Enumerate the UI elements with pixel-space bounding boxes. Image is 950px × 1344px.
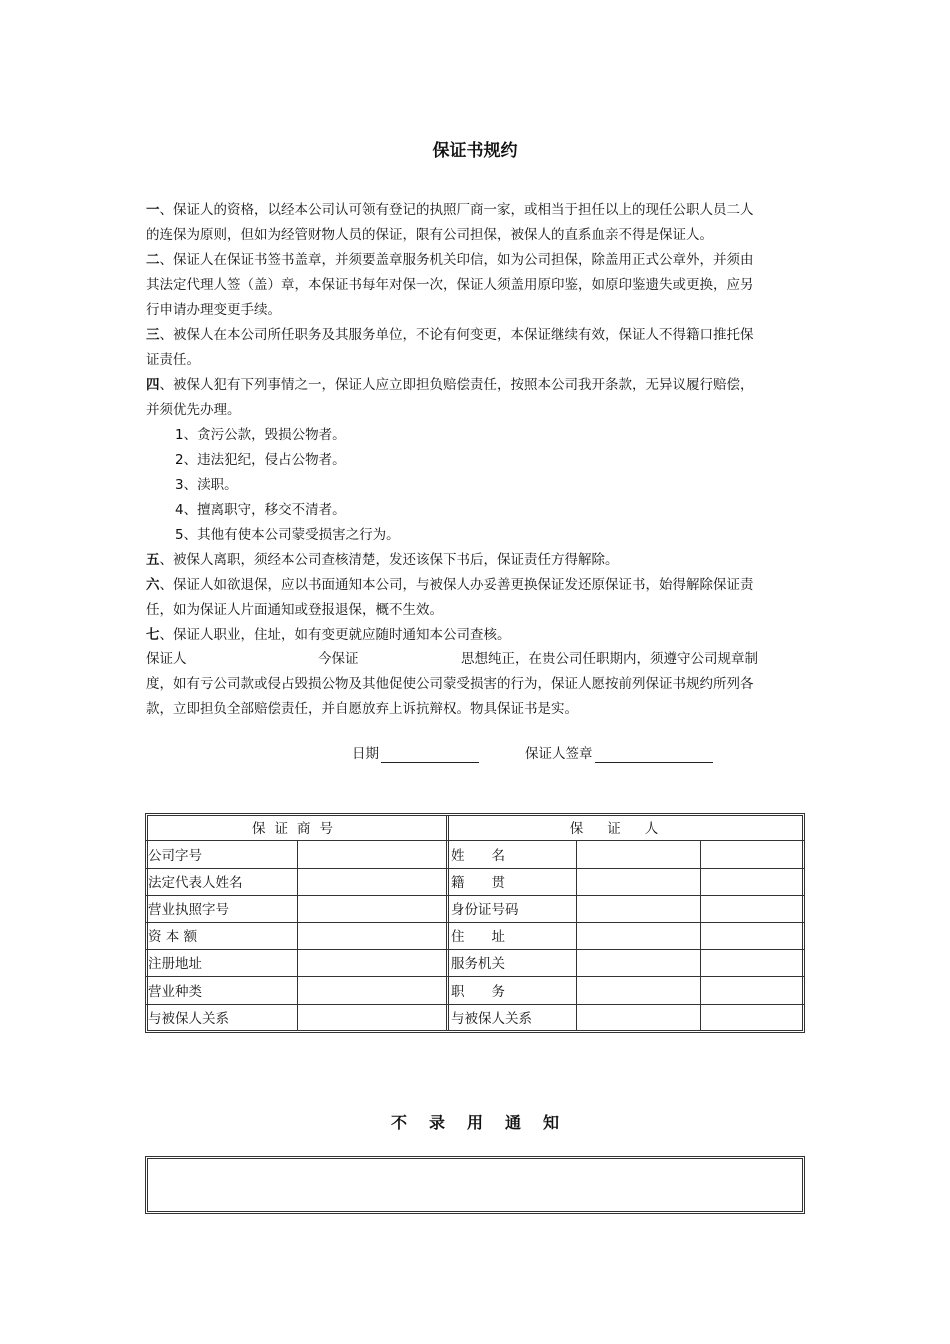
table-row-divider <box>145 868 805 869</box>
clause-6-line-2: 任，如为保证人片面通知或登报退保，概不生效。 <box>146 602 443 618</box>
table-row-label: 籍 贯 <box>451 875 505 891</box>
table-row-label: 营业种类 <box>148 984 202 1000</box>
date-field[interactable] <box>352 745 479 763</box>
table-column-divider <box>297 840 298 1031</box>
table-row-label: 资 本 额 <box>148 929 198 945</box>
clause-3-line-2: 证责任。 <box>146 352 200 368</box>
table-row-label: 注册地址 <box>148 956 202 972</box>
clause-2-number: 二 <box>146 252 160 268</box>
clause-1-number: 一 <box>146 202 160 218</box>
table-row-label: 与被保人关系 <box>451 1011 532 1027</box>
date-blank[interactable] <box>381 748 479 763</box>
pledge-line-1: 思想纯正，在贵公司任职期内，须遵守公司规章制 <box>461 651 758 667</box>
table-column-divider <box>700 840 701 1031</box>
clause-1-text: 、保证人的资格，以经本公司认可领有登记的执照厂商一家，或相当于担任以上的现任公职人员二人 <box>159 202 754 218</box>
pledge-guarantee-label: 今保证 <box>318 651 359 667</box>
pledge-line-3: 款，立即担负全部赔偿责任，并自愿放弃上诉抗辩权。物具保证书是实。 <box>146 701 578 717</box>
clause-7-line-1 <box>146 626 511 644</box>
clause-4-number: 四 <box>146 377 160 393</box>
table-column-divider <box>576 840 577 1031</box>
list-item: 5、其他有使本公司蒙受损害之行为。 <box>175 527 400 543</box>
notice-box[interactable] <box>145 1156 805 1214</box>
table-right-header: 保证人 <box>569 821 683 837</box>
list-item: 1、贪污公款，毁损公物者。 <box>175 427 346 443</box>
clause-5-number: 五 <box>146 552 160 568</box>
table-row-label: 住 址 <box>451 929 505 945</box>
clause-1-line-2: 的连保为原则，但如为经管财物人员的保证，限有公司担保，被保人的直系血亲不得是保证人。 <box>146 227 713 243</box>
list-item: 4、擅离职守，移交不清者。 <box>175 502 346 518</box>
clause-4-text: 、被保人犯有下列事情之一，保证人应立即担负赔偿责任，按照本公司我开条款，无异议履行赔偿， <box>159 377 754 393</box>
clause-6-text: 、保证人如欲退保，应以书面通知本公司，与被保人办妥善更换保证发还原保证书，始得解除保证责 <box>159 577 754 593</box>
list-item: 2、违法犯纪，侵占公物者。 <box>175 452 346 468</box>
clause-3-number: 三 <box>146 327 160 343</box>
signature-blank[interactable] <box>595 748 713 763</box>
clause-6-line-1 <box>146 576 754 594</box>
signature-field[interactable] <box>525 745 713 763</box>
pledge-guarantor-label: 保证人 <box>146 651 187 667</box>
document-title: 保证书规约 <box>432 141 518 161</box>
clause-5-text: 、被保人离职，须经本公司查核清楚，发还该保下书后，保证责任方得解除。 <box>159 552 619 568</box>
clause-7-text: 、保证人职业，住址，如有变更就应随时通知本公司查核。 <box>159 627 511 643</box>
clause-6-number: 六 <box>146 577 160 593</box>
clause-2-text: 、保证人在保证书签书盖章，并须要盖章服务机关印信，如为公司担保，除盖用正式公章外，并须由 <box>159 252 754 268</box>
pledge-line-2: 度，如有亏公司款或侵占毁损公物及其他促使公司蒙受损害的行为，保证人愿按前列保证书规约所列各 <box>146 676 754 692</box>
clause-2-line-2: 其法定代理人签（盖）章，本保证书每年对保一次，保证人须盖用原印鉴，如原印鉴遗失或更换，应另 <box>146 277 754 293</box>
clause-7-number: 七 <box>146 627 160 643</box>
table-row-label: 公司字号 <box>148 848 202 864</box>
clause-4-line-2: 并须优先办理。 <box>146 402 241 418</box>
clause-5-line-1 <box>146 551 619 569</box>
table-header-divider <box>145 840 805 841</box>
table-row-label: 与被保人关系 <box>148 1011 229 1027</box>
table-row-divider <box>145 922 805 923</box>
guarantee-table <box>145 813 805 1033</box>
table-row-label: 服务机关 <box>451 956 505 972</box>
notice-title: 不录用通知 <box>390 1113 581 1132</box>
clause-1-line-1 <box>146 201 754 219</box>
table-row-label: 法定代表人姓名 <box>148 875 243 891</box>
table-row-divider <box>145 895 805 896</box>
table-row-divider <box>145 976 805 977</box>
table-row-divider <box>145 1004 805 1005</box>
table-row-divider <box>145 949 805 950</box>
clause-3-text: 、被保人在本公司所任职务及其服务单位，不论有何变更，本保证继续有效，保证人不得籍口推托保 <box>159 327 754 343</box>
list-item: 3、渎职。 <box>175 477 238 493</box>
clause-2-line-1 <box>146 251 754 269</box>
table-center-divider <box>446 815 449 1031</box>
signature-label: 保证人签章 <box>525 746 593 762</box>
table-row-label: 职 务 <box>451 984 505 1000</box>
table-row-label: 姓 名 <box>451 848 505 864</box>
clause-4-line-1 <box>146 376 754 394</box>
clause-3-line-1 <box>146 326 754 344</box>
table-row-label: 营业执照字号 <box>148 902 229 918</box>
table-row-label: 身份证号码 <box>451 902 519 918</box>
clause-2-line-3: 行申请办理变更手续。 <box>146 302 281 318</box>
table-left-header: 保证商号 <box>252 821 342 837</box>
date-label: 日期 <box>352 746 379 762</box>
